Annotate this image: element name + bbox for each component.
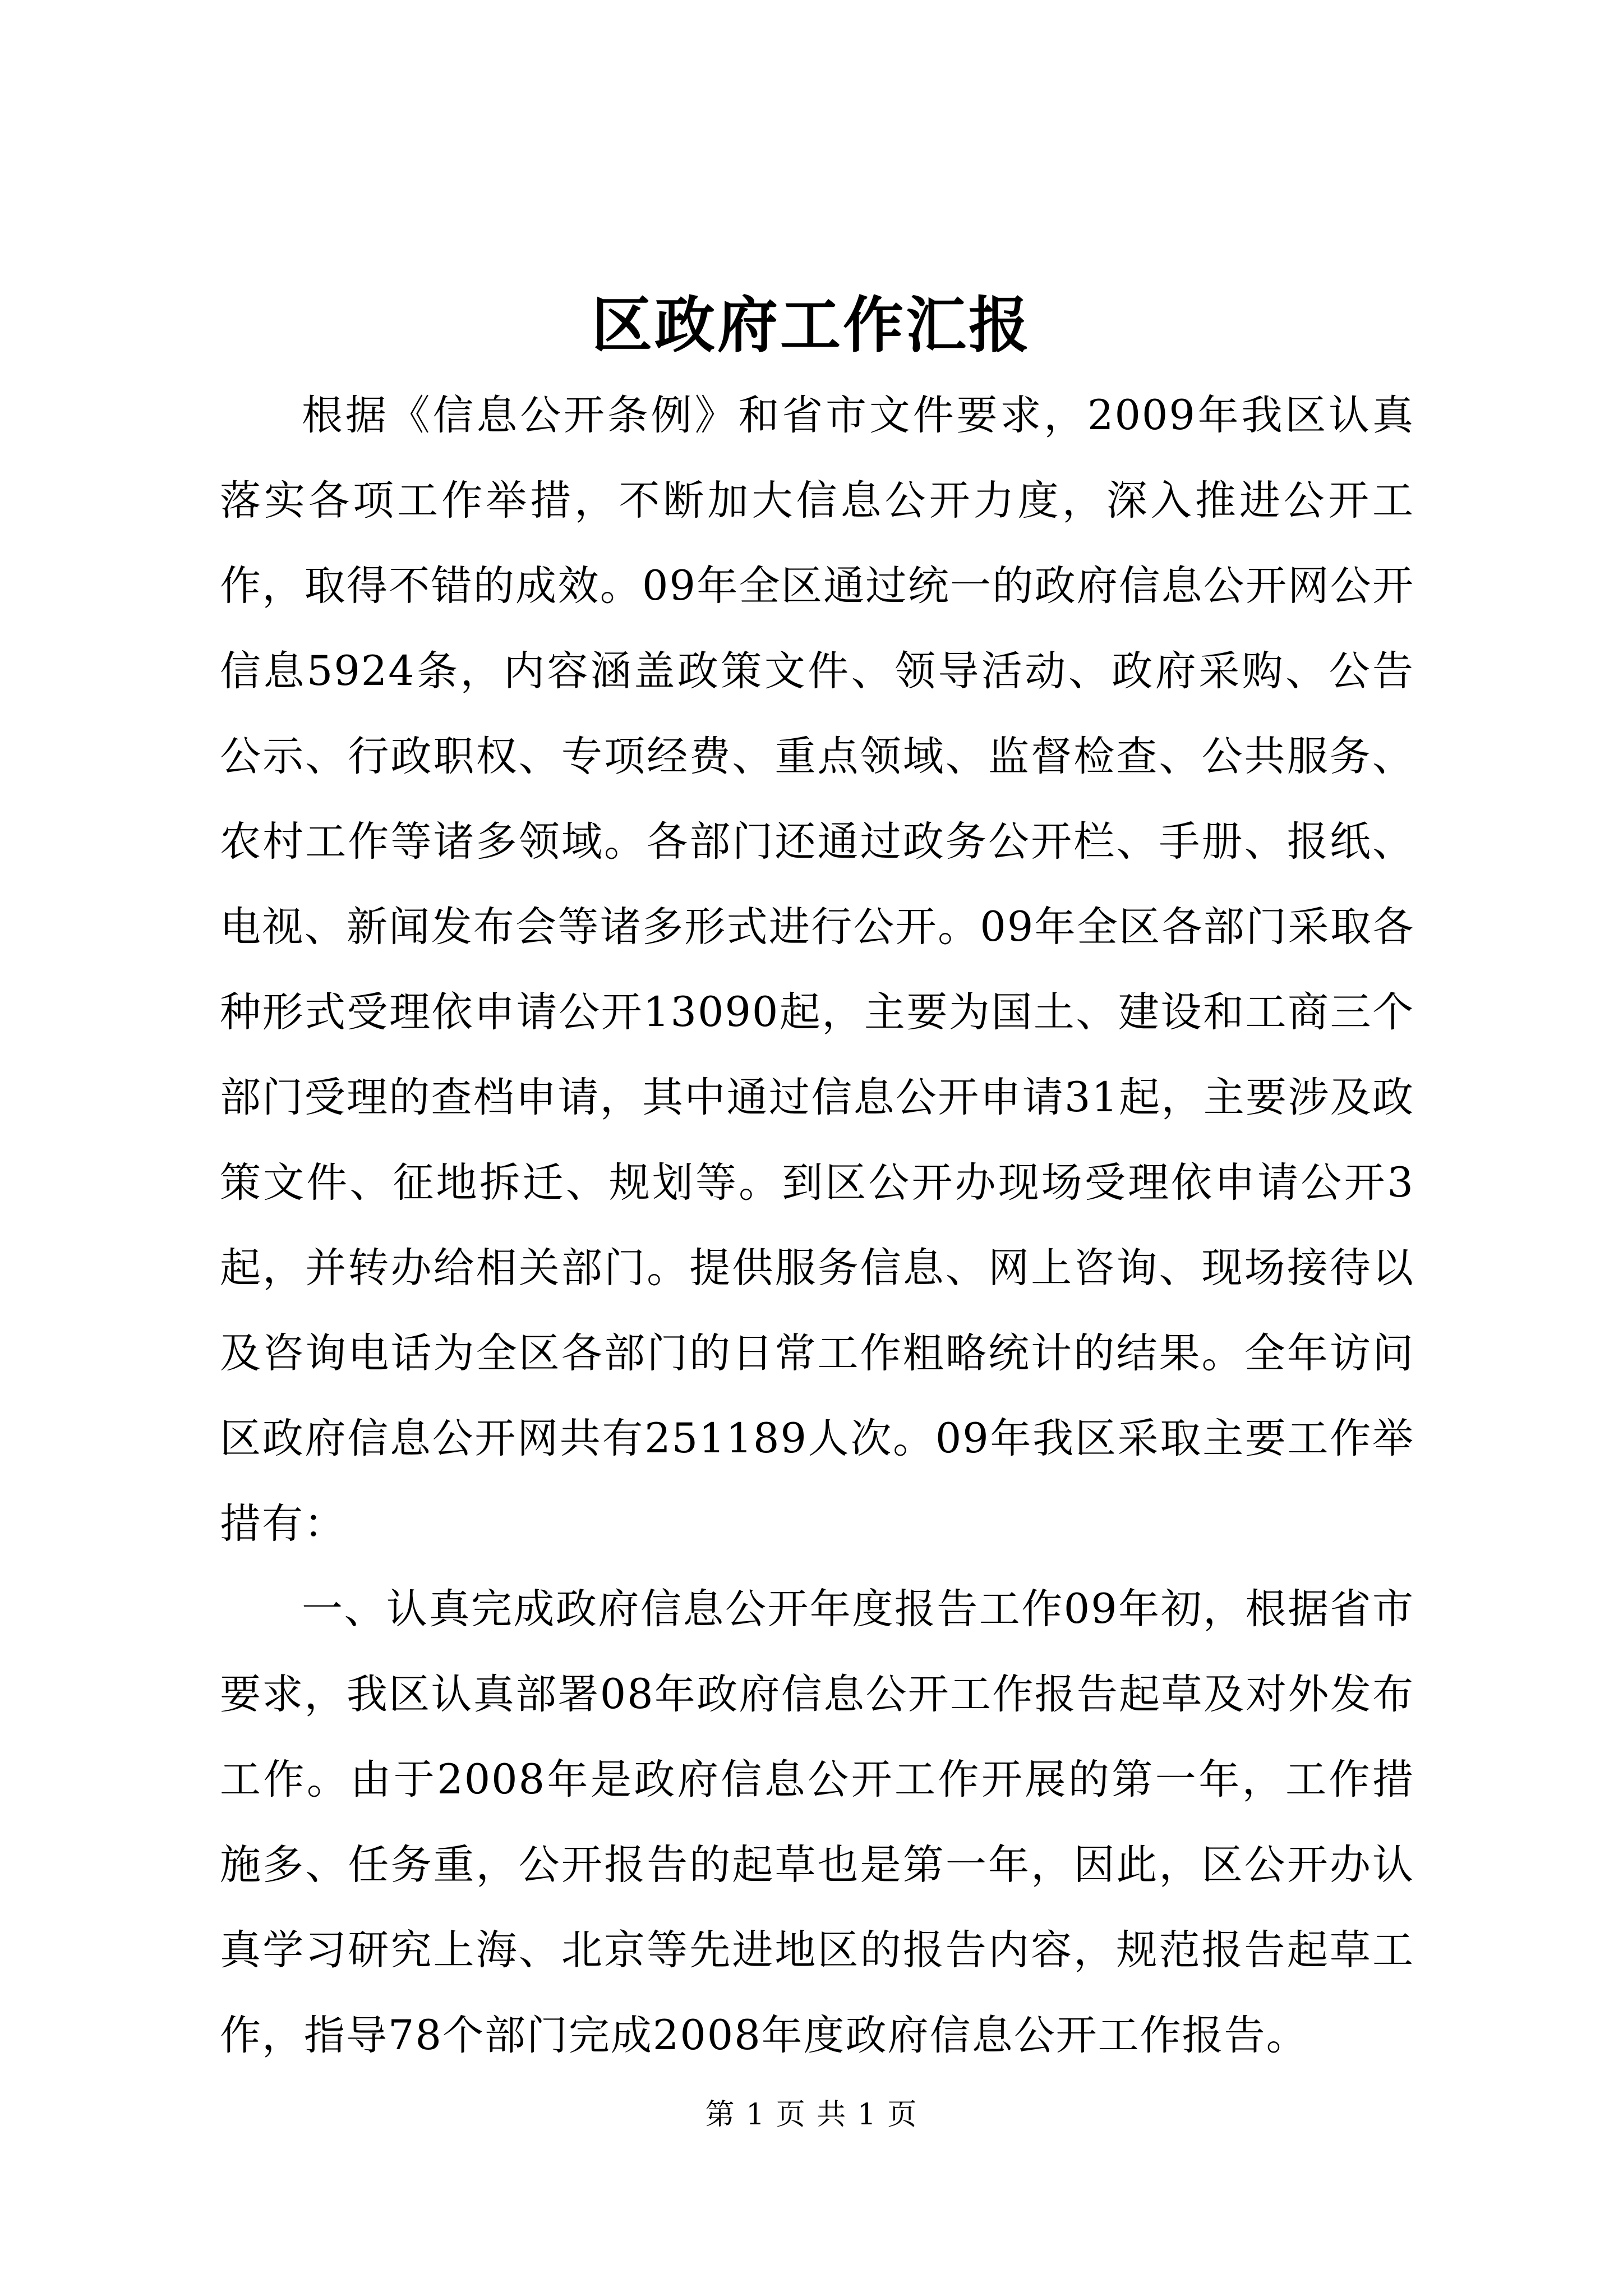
paragraph-2: 一、认真完成政府信息公开年度报告工作09年初，根据省市要求，我区认真部署08年政府信息公开工作报告起草及对外发布工作。由于2008年是政府信息公开工作开展的第一年，工作措施多、任务重，公开报告的起草也是第一年，因此，区公开办认真学习研究上海、北京等先进地区的报告内容，规范报告起草工作，指导78个部门完成2008年度政府信息公开工作报告。 [220, 1585, 1414, 2059]
paragraph-1: 根据《信息公开条例》和省市文件要求，2009年我区认真落实各项工作举措，不断加大信息公开力度，深入推进公开工作，取得不错的成效。09年全区通过统一的政府信息公开网公开信息5924条，内容涵盖政策文件、领导活动、政府采购、公告公示、行政职权、专项经费、重点领域、监督检查、公共服务、农村工作等诸多领域。各部门还通过政务公开栏、手册、报纸、电视、新闻发布会等诸多形式进行公开。09年全区各部门采取各种形式受理依申请公开13090起，主要为国土、建设和工商三个部门受理的查档申请，其中通过信息公开申请31起，主要涉及政策文件、征地拆迁、规划等。到区公开办现场受理依申请公开3起，并转办给相关部门。提供服务信息、网上咨询、现场接待以及咨询电话为全区各部门的日常工作粗略统计的结果。全年访问区政府信息公开网共有251189人次。09年我区采取主要工作举措有： [220, 392, 1414, 1548]
document-body [220, 373, 1414, 2078]
document-title: 区政府工作汇报 [591, 290, 1031, 361]
page-footer: 第 1 页 共 1 页 [705, 2098, 918, 2132]
